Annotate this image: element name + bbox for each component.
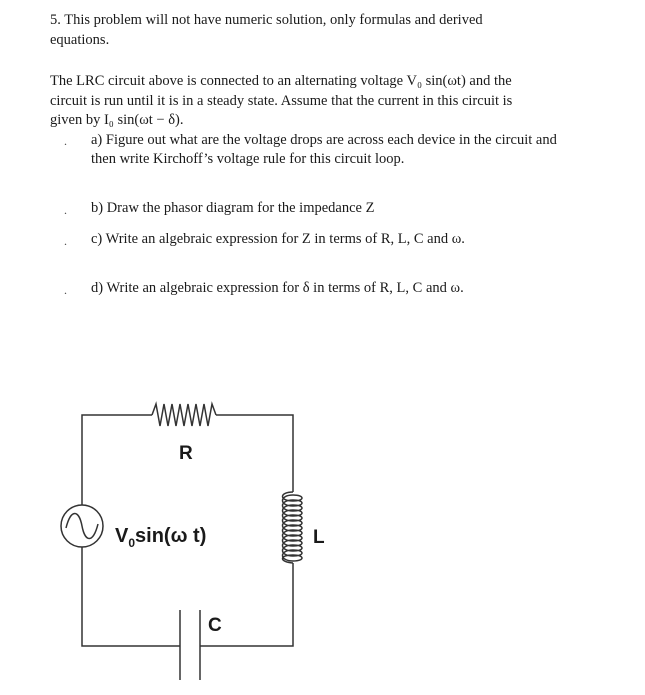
part-b: b) Draw the phasor diagram for the impedance Z bbox=[91, 200, 375, 216]
part-c: c) Write an algebraic expression for Z in terms of R, L, C and ω. bbox=[91, 231, 465, 247]
inductor-coil bbox=[283, 492, 303, 563]
wire-bottom-left bbox=[82, 547, 180, 646]
part-a-line-2: then write Kirchoff’s voltage rule for this circuit loop. bbox=[91, 151, 405, 167]
source-label-rest: sin(ω t) bbox=[135, 525, 207, 547]
problem-heading-line-2: equations. bbox=[50, 32, 110, 48]
source-label-v: V bbox=[115, 525, 129, 547]
inductor-label: L bbox=[313, 527, 325, 548]
wire-top-left bbox=[82, 415, 152, 505]
bullet-c: . bbox=[64, 234, 67, 248]
intro-line-1: The LRC circuit above is connected to an alternating voltage V₀ sin(ωt) and the bbox=[50, 73, 512, 89]
resistor-zigzag bbox=[152, 404, 216, 426]
capacitor-label: C bbox=[208, 615, 222, 636]
intro-line-2: circuit is run until it is in a steady state. Assume that the current in this circuit is bbox=[50, 93, 513, 109]
bullet-a: . bbox=[64, 134, 67, 148]
bullet-d: . bbox=[64, 283, 67, 297]
source-label-subscript: 0 bbox=[128, 536, 136, 550]
ac-source-sine bbox=[66, 514, 98, 539]
part-a-line-1: a) Figure out what are the voltage drops are across each device in the circuit and bbox=[91, 132, 557, 148]
part-d: d) Write an algebraic expression for δ in terms of R, L, C and ω. bbox=[91, 280, 464, 296]
problem-heading-line-1: 5. This problem will not have numeric solution, only formulas and derived bbox=[50, 12, 483, 28]
source-label bbox=[115, 525, 206, 550]
bullet-b: . bbox=[64, 203, 67, 217]
intro-line-3: given by I₀ sin(ωt − δ). bbox=[50, 112, 184, 128]
resistor-label: R bbox=[179, 443, 193, 464]
wire-top-right bbox=[216, 415, 293, 492]
